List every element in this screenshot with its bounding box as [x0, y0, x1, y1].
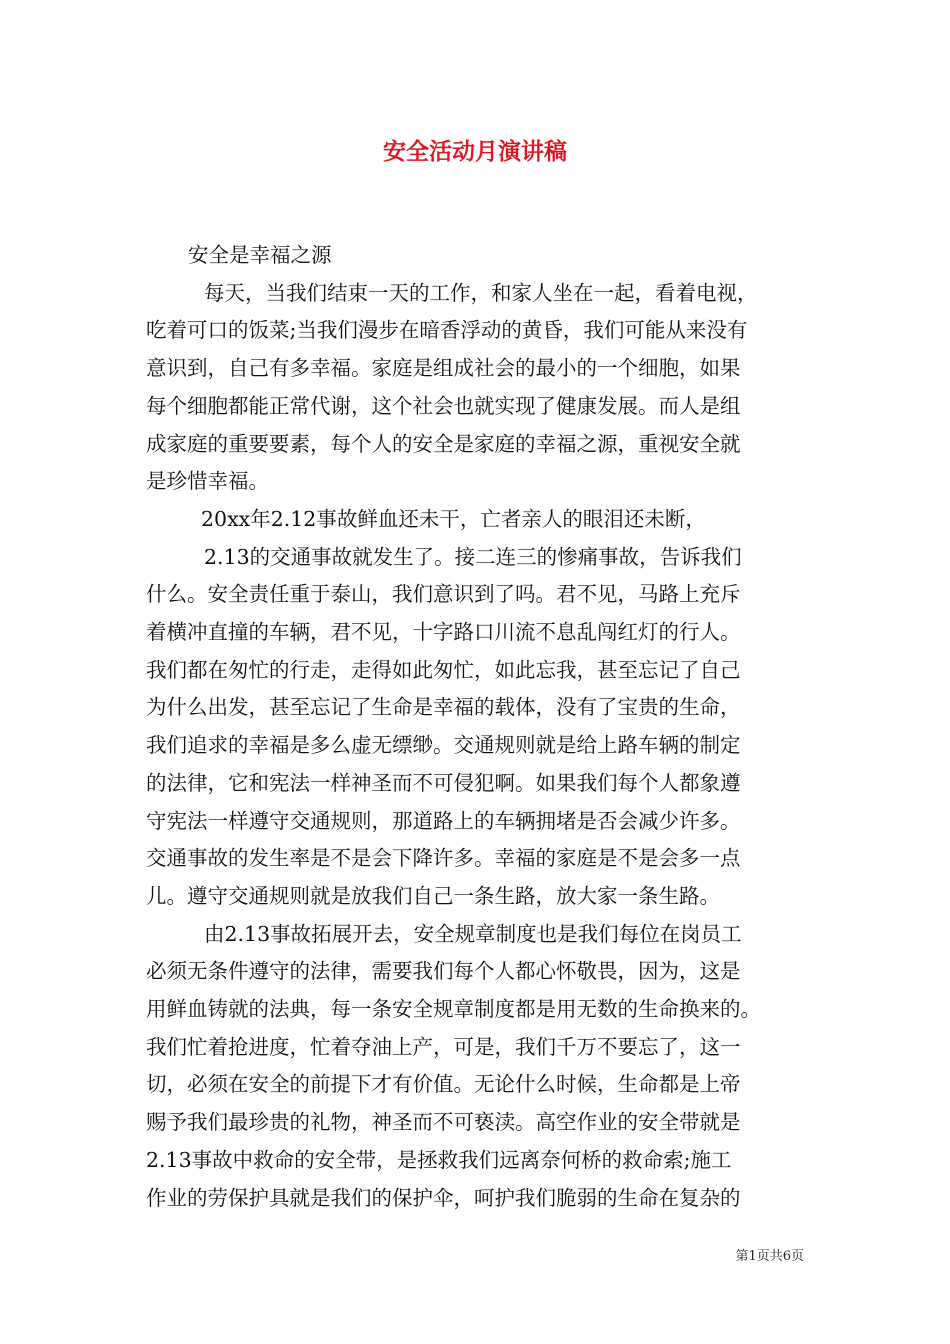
text-line: 为什么出发，甚至忘记了生命是幸福的载体，没有了宝贵的生命，: [146, 695, 741, 720]
text-line: 切，必须在安全的前提下才有价值。无论什么时候，生命都是上帝: [146, 1072, 741, 1097]
text-line: 2.13事故中救命的安全带，是拯救我们远离奈何桥的救命索;施工: [146, 1147, 732, 1172]
text-line: 是珍惜幸福。: [146, 469, 269, 494]
text-line: 我们忙着抢进度，忙着夺油上产，可是，我们千万不要忘了，这一: [146, 1034, 741, 1059]
text-line: 2.13的交通事故就发生了。接二连三的惨痛事故，告诉我们: [204, 544, 742, 569]
text-line: 交通事故的发生率是不是会下降许多。幸福的家庭是不是会多一点: [146, 846, 741, 871]
text-line: 由2.13事故拓展开去，安全规章制度也是我们每位在岗员工: [204, 921, 742, 946]
text-line: 赐予我们最珍贵的礼物，神圣而不可亵渎。高空作业的安全带就是: [146, 1110, 741, 1135]
text-line: 什么。安全责任重于泰山，我们意识到了吗。君不见，马路上充斥: [146, 582, 741, 607]
text-line: 每个细胞都能正常代谢，这个社会也就实现了健康发展。而人是组: [146, 393, 741, 418]
page-number: 第1页共6页: [735, 1249, 804, 1264]
text-line: 用鲜血铸就的法典，每一条安全规章制度都是用无数的生命换来的。: [146, 997, 761, 1022]
page-title: 安全活动月演讲稿: [383, 139, 567, 165]
text-line: 作业的劳保护具就是我们的保护伞，呵护我们脆弱的生命在复杂的: [146, 1185, 741, 1210]
text-line: 着横冲直撞的车辆，君不见，十字路口川流不息乱闯红灯的行人。: [146, 620, 741, 645]
text-line: 必须无条件遵守的法律，需要我们每个人都心怀敬畏，因为，这是: [146, 959, 741, 984]
text-line: 的法律，它和宪法一样神圣而不可侵犯啊。如果我们每个人都象遵: [146, 770, 741, 795]
text-line: 成家庭的重要要素，每个人的安全是家庭的幸福之源，重视安全就: [146, 431, 741, 456]
text-line: 每天，当我们结束一天的工作，和家人坐在一起，看着电视，: [204, 280, 758, 305]
text-line: 我们追求的幸福是多么虚无缥缈。交通规则就是给上路车辆的制定: [146, 733, 741, 758]
text-line: 我们都在匆忙的行走，走得如此匆忙，如此忘我，甚至忘记了自己: [146, 657, 741, 682]
text-line: 吃着可口的饭菜;当我们漫步在暗香浮动的黄昏，我们可能从来没有: [146, 318, 748, 343]
text-line: 儿。遵守交通规则就是放我们自己一条生路，放大家一条生路。: [146, 883, 720, 908]
text-line: 20xx年2.12事故鲜血还未干，亡者亲人的眼泪还未断，: [201, 506, 706, 531]
text-line: 安全是幸福之源: [188, 243, 332, 267]
document-body: [146, 237, 814, 1217]
text-line: 守宪法一样遵守交通规则，那道路上的车辆拥堵是否会减少许多。: [146, 808, 741, 833]
text-line: 意识到，自己有多幸福。家庭是组成社会的最小的一个细胞，如果: [146, 356, 741, 381]
